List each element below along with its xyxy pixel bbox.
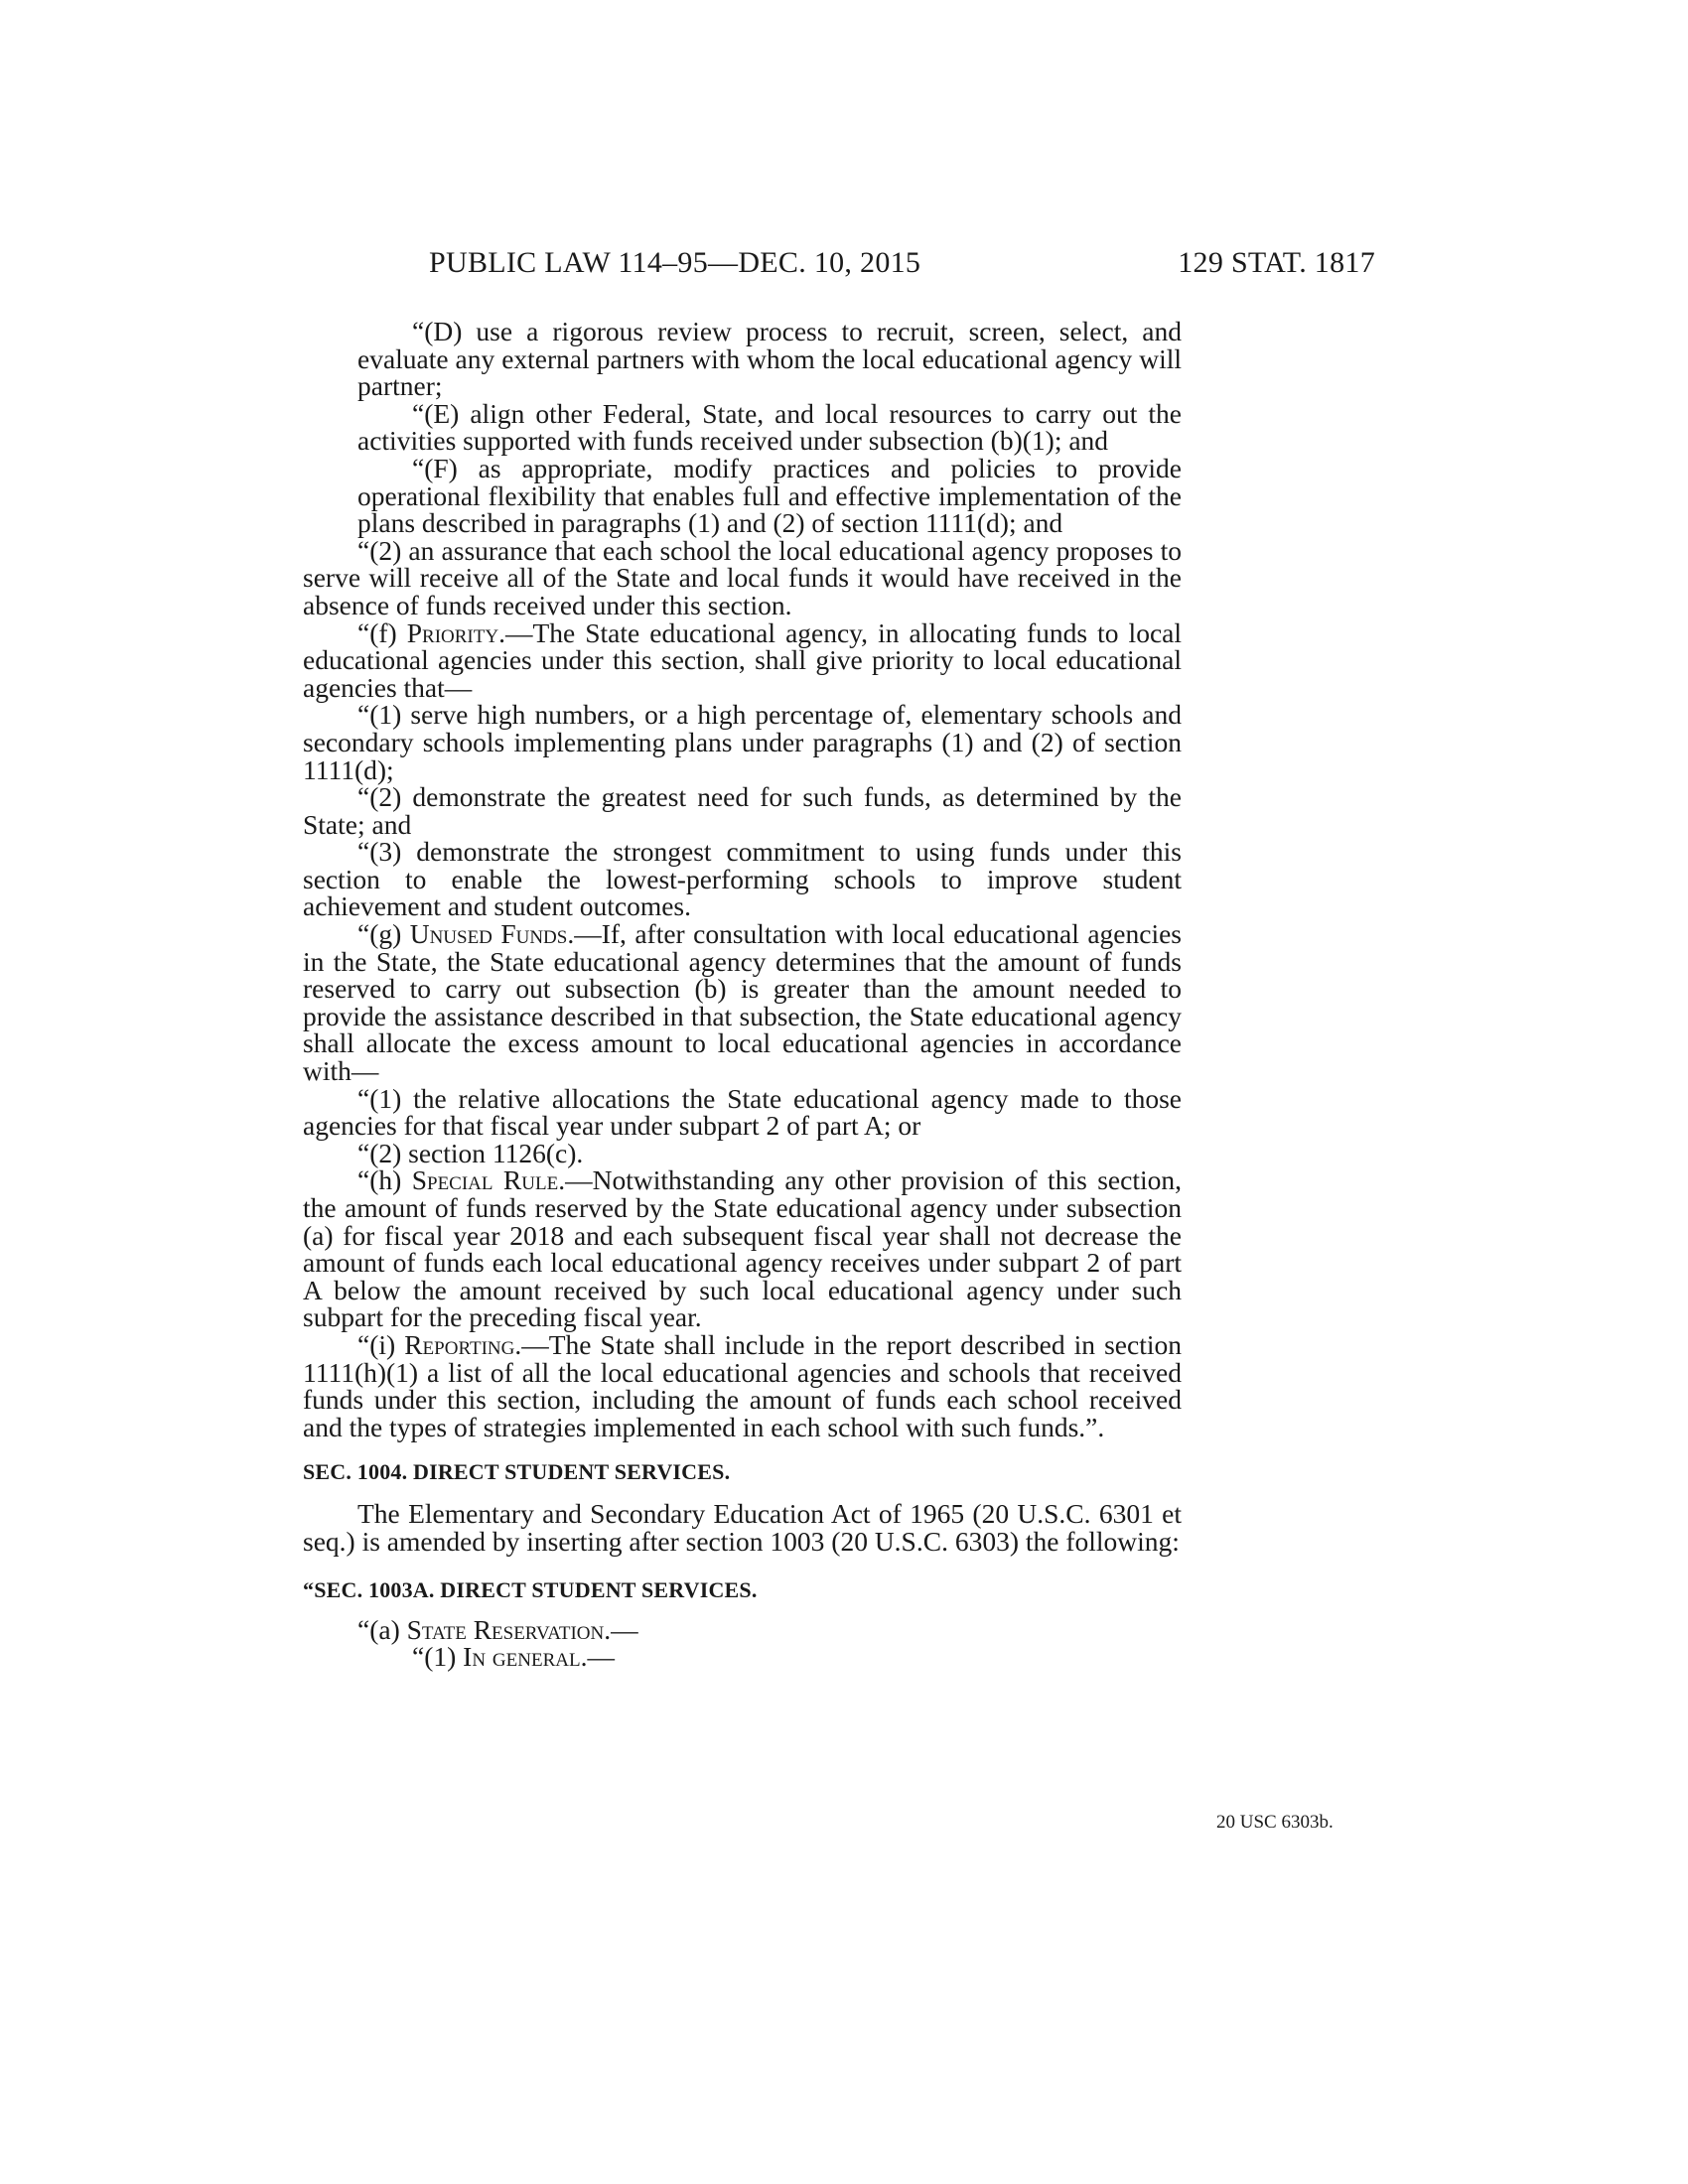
paragraph-f-2: “(2) demonstrate the greatest need for such funds, as determined by the State; and [303,781,1182,840]
subsection-text: .—The State educational agency, in allocating funds to local educational agencies under this section, shall give priority to local educational agencies that— [303,616,1183,703]
subsection-label: “(f) [357,616,407,648]
margin-note-usc-citation: 20 USC 6303b. [1216,1812,1334,1833]
paragraph-F: “(F) as appropriate, modify practices and policies to provide operational flexibility that enables full and effective implementation of the plans described in paragraphs (1) and (2) of section 1111(d); and [357,452,1182,539]
subsection-heading: Reporting [404,1328,515,1360]
document-body [303,318,1182,1671]
subsection-text: .— [604,1613,638,1645]
subsection-heading: Unused Funds [409,918,568,950]
paragraph-g-1: “(1) the relative allocations the State educational agency made to those agencies for that fiscal year under subpart 2 of part A; or [303,1082,1182,1142]
paragraph-2-assurance: “(2) an assurance that each school the local educational agency proposes to serve will receive all of the State and local funds it would have received in the absence of funds received under this section. [303,534,1182,620]
paragraph-text: .— [580,1641,615,1673]
subsection-text: .—If, after consultation with local educational agencies in the State, the State educational agency determines that the amount of funds reserved to carry out subsection (b) is greater than the amount needed to provide the assistance described in that subsection, the State educational agency shall allocate the excess amount to local educational agencies in accordance with— [303,918,1182,1087]
paragraph-f-1: “(1) serve high numbers, or a high percentage of, elementary schools and secondary schools implementing plans under paragraphs (1) and (2) of section 1111(d); [303,699,1182,785]
paragraph-a-1-in-general [303,1643,1182,1671]
subsection-heading: State Reservation [406,1613,605,1645]
subsection-i-reporting [303,1328,1182,1442]
paragraph-D: “(D) use a rigorous review process to recruit, screen, select, and evaluate any external partners with whom the local educational agency will partner; [357,316,1182,402]
paragraph-E: “(E) align other Federal, State, and local resources to carry out the activities supported with funds received under subsection (b)(1); and [357,397,1182,457]
subsection-h-special-rule [303,1166,1182,1331]
subsection-heading: Priority [406,616,499,648]
paragraph-f-3: “(3) demonstrate the strongest commitment to using funds under this section to enable the lowest-performing schools to improve student achievement and student outcomes. [303,836,1182,922]
subsection-label: “(g) [357,918,410,950]
subsection-label: “(i) [357,1328,405,1360]
subsection-g-unused-funds [303,920,1182,1085]
subsection-text: .—Notwithstanding any other provision of this section, the amount of funds reserved by the State educational agency under subsection (a) for fiscal year 2018 and each subsequent fiscal year shall not decrease the amount of funds each local educational agency receives under subpart 2 of part A below the amount received by such local educational agency under such subpart for the preceding fiscal year. [303,1164,1182,1333]
running-head-title: PUBLIC LAW 114–95—DEC. 10, 2015 [429,246,921,279]
subsection-label: “(a) [357,1613,407,1645]
paragraph-g-2: “(2) section 1126(c). [357,1137,584,1168]
paragraph-heading: In general [463,1641,581,1673]
subsection-text: .—The State shall include in the report described in section 1111(h)(1) a list of all the local educational agencies and schools that received funds under this section, including the amount of funds each school received and the types of strategies implemented in each school with such funds.”. [303,1328,1182,1442]
section-1004-heading: SEC. 1004. DIRECT STUDENT SERVICES. [303,1459,731,1485]
subsection-label: “(h) [357,1164,412,1196]
section-1003a-heading: “SEC. 1003A. DIRECT STUDENT SERVICES. [303,1577,758,1603]
section-1004-text: The Elementary and Secondary Education Act of 1965 (20 U.S.C. 6301 et seq.) is amended by inserting after section 1003 (20 U.S.C. 6303) the following: [303,1497,1182,1557]
paragraph-label: “(1) [412,1641,464,1673]
subsection-f-priority [303,616,1183,703]
running-head-stat-page: 129 STAT. 1817 [1178,246,1375,279]
subsection-a-state-reservation [303,1613,1182,1645]
subsection-heading: Special Rule [411,1164,559,1196]
